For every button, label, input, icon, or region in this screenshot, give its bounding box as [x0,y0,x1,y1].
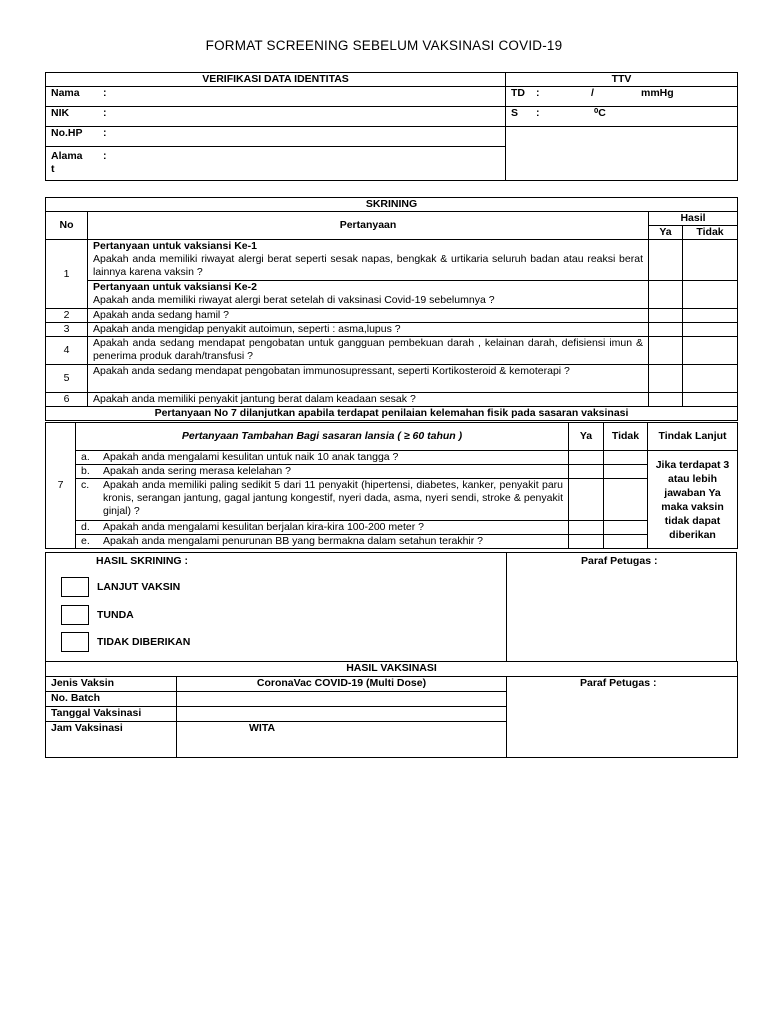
jenis-vaksin-label: Jenis Vaksin [46,677,177,692]
q7a-ya-cell[interactable] [569,451,604,465]
q7e-tidak-cell[interactable] [604,535,648,549]
q1b-tidak-cell[interactable] [683,281,738,309]
q7c-ya-cell[interactable] [569,479,604,521]
q6-no: 6 [46,393,88,407]
q7c-tidak-cell[interactable] [604,479,648,521]
q1a-ya-cell[interactable] [649,240,683,281]
s-field[interactable] [506,107,738,127]
nohp-label: No.HP [51,127,83,139]
hasil-skrining-section [45,552,737,662]
ttv-empty-cell[interactable] [506,127,738,181]
hasil-vaksinasi-paraf-label: Paraf Petugas : [580,677,657,689]
q1b-text: Apakah anda memiliki riwayat alergi berat setelah di vaksinasi Covid-19 sebelumnya ? [93,294,495,306]
q7d-tidak-cell[interactable] [604,521,648,535]
tunda-checkbox[interactable] [61,605,89,625]
q7e-item [76,535,569,549]
q7a-text: Apakah anda mengalami kesulitan untuk naik 10 anak tangga ? [103,451,399,463]
q4-ya-cell[interactable] [649,337,683,365]
hasil-vaksinasi-header: HASIL VAKSINASI [46,662,738,677]
jam-vaksinasi-label: Jam Vaksinasi [46,722,177,758]
q7d-text: Apakah anda mengalami kesulitan berjalan kira-kira 100-200 meter ? [103,521,425,533]
option-tidak-diberikan[interactable] [61,632,190,652]
col-no-header: No [46,212,88,240]
q3-tidak-cell[interactable] [683,323,738,337]
td-label: TD [511,87,525,99]
s-label: S [511,107,519,119]
q7d-letter: d. [81,521,90,533]
tidak-diberikan-label: TIDAK DIBERIKAN [97,635,191,648]
q7e-letter: e. [81,535,90,547]
q7-header: Pertanyaan Tambahan Bagi sasaran lansia ( ≥ 60 tahun ) [76,423,569,451]
nohp-colon: : [103,127,107,139]
q3-no: 3 [46,323,88,337]
q1a-title: Pertanyaan untuk vaksiansi Ke-1 [93,240,257,252]
q2-no: 2 [46,309,88,323]
q1a-tidak-cell[interactable] [683,240,738,281]
q2-tidak-cell[interactable] [683,309,738,323]
q7d-item [76,521,569,535]
alamat-label: Alama t [51,150,83,175]
nik-label: NIK [51,107,70,119]
q7c-text: Apakah anda memiliki paling sedikit 5 dari 11 penyakit (hipertensi, diabetes, kanker, penyakit paru kronis, serangan jantung, gagal jantung kongestif, nyeri dada, asma, nyeri sendi, stroke & penyakit ginjal) ? [103,479,563,517]
alamat-colon: : [103,150,107,162]
td-unit: mmHg [641,87,674,99]
q1b-title: Pertanyaan untuk vaksiansi Ke-2 [93,281,257,293]
q7b-ya-cell[interactable] [569,465,604,479]
q7b-item [76,465,569,479]
nama-colon: : [103,87,107,99]
q7-ya-header: Ya [569,423,604,451]
tidak-diberikan-checkbox[interactable] [61,632,89,652]
q7-tindak-text: Jika terdapat 3 atau lebih jawaban Ya maka vaksin tidak dapat diberikan [648,451,738,549]
hasil-skrining-label: HASIL SKRINING : [96,555,188,567]
jenis-vaksin-value[interactable]: CoronaVac COVID-19 (Multi Dose) [177,677,507,692]
lanjut-vaksin-checkbox[interactable] [61,577,89,597]
q7e-text: Apakah anda mengalami penurunan BB yang bermakna dalam setahun terakhir ? [103,535,483,547]
no-batch-label: No. Batch [46,692,177,707]
hasil-vaksinasi-table [45,661,738,758]
nik-colon: : [103,107,107,119]
hasil-skrining-divider [506,553,507,661]
q4-tidak-cell[interactable] [683,337,738,365]
col-ya-header: Ya [649,226,683,240]
col-tidak-header: Tidak [683,226,738,240]
s-colon: : [536,107,540,119]
option-tunda[interactable] [61,605,134,625]
nohp-field[interactable] [46,127,506,147]
no-batch-value[interactable] [177,692,507,707]
td-colon: : [536,87,540,99]
q6-tidak-cell[interactable] [683,393,738,407]
identity-table [45,72,738,181]
hasil-vaksinasi-paraf[interactable] [507,677,738,758]
q2-text: Apakah anda sedang hamil ? [88,309,649,323]
q3-text: Apakah anda mengidap penyakit autoimun, seperti : asma,lupus ? [88,323,649,337]
alamat-field[interactable] [46,147,506,181]
q7e-ya-cell[interactable] [569,535,604,549]
q7-note: Pertanyaan No 7 dilanjutkan apabila terdapat penilaian kelemahan fisik pada sasaran vaksinasi [46,407,738,421]
tunda-label: TUNDA [97,608,134,621]
q7d-ya-cell[interactable] [569,521,604,535]
q1b-ya-cell[interactable] [649,281,683,309]
q1b-question [88,281,649,309]
q5-tidak-cell[interactable] [683,365,738,393]
s-unit: ⁰C [594,107,606,119]
q7b-letter: b. [81,465,90,477]
q6-text: Apakah anda memiliki penyakit jantung berat dalam keadaan sesak ? [88,393,649,407]
skrining-header: SKRINING [46,198,738,212]
q7b-tidak-cell[interactable] [604,465,648,479]
identity-header: VERIFIKASI DATA IDENTITAS [46,73,506,87]
q5-text: Apakah anda sedang mendapat pengobatan immunosupressant, seperti Kortikosteroid & kemoterapi ? [88,365,649,393]
tanggal-vaksinasi-label: Tanggal Vaksinasi [46,707,177,722]
q7-no: 7 [46,423,76,549]
option-lanjut-vaksin[interactable] [61,577,180,597]
q4-text: Apakah anda sedang mendapat pengobatan untuk gangguan pembekuan darah , kelainan darah, defisiensi imun & penerima produk darah/transfusi ? [88,337,649,365]
q1a-question [88,240,649,281]
q1-no: 1 [46,240,88,309]
jam-vaksinasi-value[interactable] [177,722,507,758]
nama-label: Nama [51,87,80,99]
col-pertanyaan-header: Pertanyaan [88,212,649,240]
nama-field[interactable] [46,87,506,107]
td-field[interactable] [506,87,738,107]
q5-no: 5 [46,365,88,393]
tanggal-vaksinasi-value[interactable] [177,707,507,722]
wita-label: WITA [249,722,276,734]
col-hasil-header: Hasil [649,212,738,226]
page-title: FORMAT SCREENING SEBELUM VAKSINASI COVID-19 [205,38,563,53]
ttv-header: TTV [506,73,738,87]
q4-no: 4 [46,337,88,365]
q7b-text: Apakah anda sering merasa kelelahan ? [103,465,291,477]
q7a-item [76,451,569,465]
hasil-skrining-paraf: Paraf Petugas : [581,555,658,567]
q6-ya-cell[interactable] [649,393,683,407]
q7-tidak-header: Tidak [604,423,648,451]
q1a-text: Apakah anda memiliki riwayat alergi berat seperti sesak napas, bengkak & urtikaria seluruh badan atau reaksi berat lainnya karena vaksin ? [93,253,643,278]
q7-tindak-header: Tindak Lanjut [648,423,738,451]
q7a-letter: a. [81,451,90,463]
q5-ya-cell[interactable] [649,365,683,393]
skrining-table [45,197,738,421]
q7c-letter: c. [81,479,90,491]
td-slash: / [591,87,594,99]
nik-field[interactable] [46,107,506,127]
q7c-item [76,479,569,521]
q7-table [45,422,738,549]
lanjut-vaksin-label: LANJUT VAKSIN [97,580,181,593]
q7a-tidak-cell[interactable] [604,451,648,465]
q3-ya-cell[interactable] [649,323,683,337]
q2-ya-cell[interactable] [649,309,683,323]
